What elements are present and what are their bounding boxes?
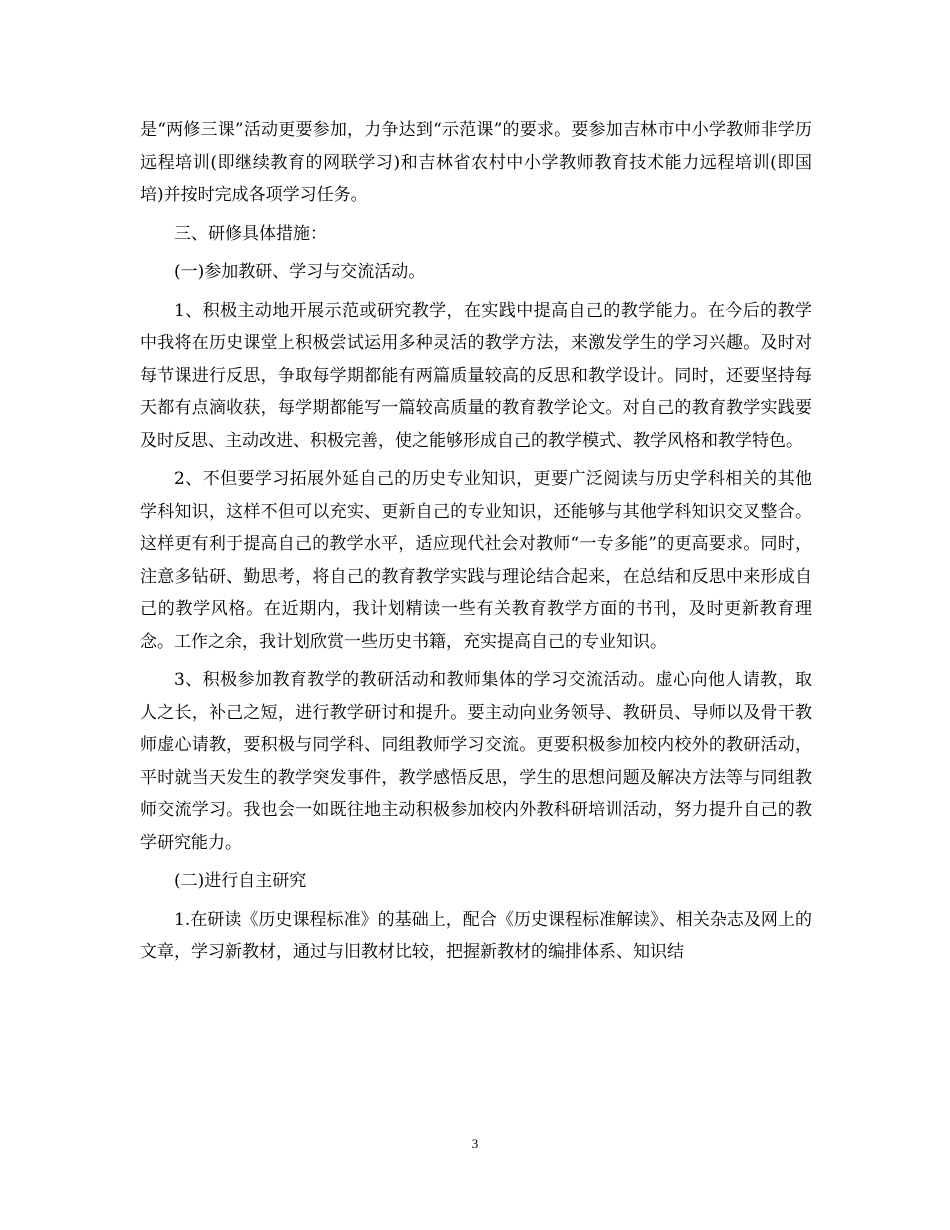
section-heading-measures: 三、研修具体措施： bbox=[174, 223, 327, 244]
subsection-heading-teaching-research: (一)参加教研、学习与交流活动。 bbox=[174, 262, 426, 282]
paragraph-continuation: 是“两修三课”活动更要参加，力争达到“示范课”的要求。要参加吉林市中小学教师非学历远程培训(即继续教育的网联学习)和吉林省农村中小学教师教育技术能力远程培训(即国培)并按时完成各项学习任务。 bbox=[140, 120, 812, 205]
document-body bbox=[140, 114, 812, 975]
paragraph-item-3: 3、积极参加教育教学的教研活动和教师集体的学习交流活动。虚心向他人请教，取人之长，补己之短，进行教学研讨和提升。要主动向业务领导、教研员、导师以及骨干教师虚心请教，要积极与同学科、同组教师学习交流。更要积极参加校内校外的教研活动，平时就当天发生的教学突发事件，教学感悟反思，学生的思想问题及解决方法等与同组教师交流学习。我也会一如既往地主动积极参加校内外教科研培训活动，努力提升自己的教学研究能力。 bbox=[140, 670, 812, 853]
paragraph-item-2: 2、不但要学习拓展外延自己的历史专业知识，更要广泛阅读与历史学科相关的其他学科知识，这样不但可以充实、更新自己的专业知识，还能够与其他学科知识交叉整合。这样更有利于提高自己的教学水平，适应现代社会对教师“一专多能”的更高要求。同时，注意多钻研、勤思考，将自己的教育教学实践与理论结合起来，在总结和反思中来形成自己的教学风格。在近期内，我计划精读一些有关教育教学方面的书刊，及时更新教育理念。工作之余，我计划欣赏一些历史书籍，充实提高自己的专业知识。 bbox=[140, 469, 812, 652]
subsection-heading-self-research: (二)进行自主研究 bbox=[174, 871, 307, 891]
page-number: 3 bbox=[471, 1136, 479, 1151]
paragraph-item-1: 1、积极主动地开展示范或研究教学，在实践中提高自己的教学能力。在今后的教学中我将在历史课堂上积极尝试运用多种灵活的教学方法，来激发学生的学习兴趣。及时对每节课进行反思，争取每学期都能有两篇质量较高的反思和教学设计。同时，还要坚持每天都有点滴收获，每学期都能写一篇较高质量的教育教学论文。对自己的教育教学实践要及时反思、主动改进、积极完善，使之能够形成自己的教学模式、教学风格和教学特色。 bbox=[140, 300, 812, 451]
paragraph-self-research-1: 1.在研读《历史课程标准》的基础上，配合《历史课程标准解读》、相关杂志及网上的文章，学习新教材，通过与旧教材比较，把握新教材的编排体系、知识结 bbox=[140, 909, 812, 962]
